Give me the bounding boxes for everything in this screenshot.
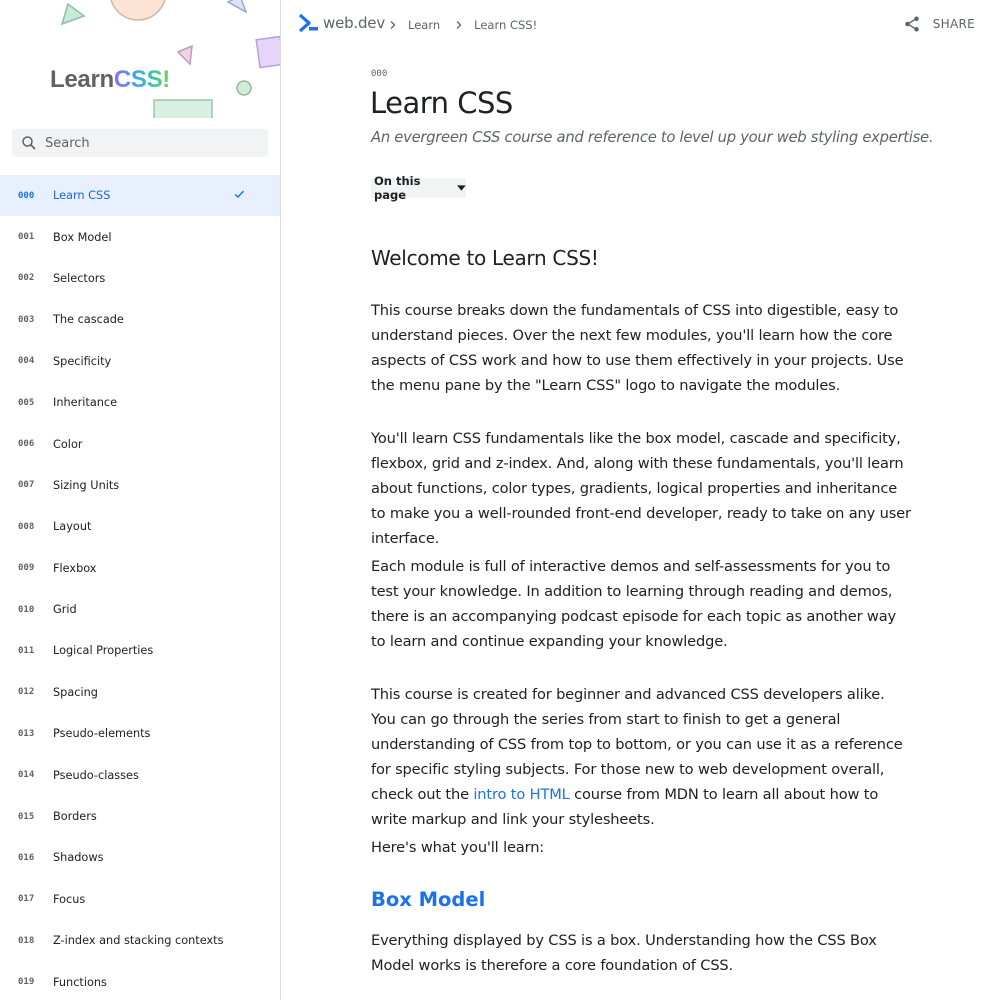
sidebar-item-grid[interactable] xyxy=(0,589,281,630)
module-number: 001 xyxy=(18,232,35,243)
on-this-page-dropdown[interactable] xyxy=(371,174,466,202)
learn-intro-text: Here's what you'll learn: xyxy=(371,839,545,856)
sidebar xyxy=(0,0,281,1000)
module-list xyxy=(0,175,281,1000)
sidebar-item-specificity[interactable] xyxy=(0,341,281,382)
module-number: 018 xyxy=(18,935,35,946)
module-label: Sizing Units xyxy=(53,478,120,492)
module-label: Box Model xyxy=(53,230,112,244)
sidebar-item-sizing-units[interactable] xyxy=(0,465,281,506)
module-label: Layout xyxy=(53,520,92,534)
breadcrumb-learn[interactable]: Learn xyxy=(408,18,441,32)
sidebar-item-the-cascade[interactable] xyxy=(0,299,281,340)
module-number: 009 xyxy=(18,563,35,574)
search-icon xyxy=(20,134,38,152)
module-number: 006 xyxy=(18,439,35,450)
module-number: 011 xyxy=(18,645,35,656)
module-number: 004 xyxy=(18,356,35,367)
decorative-shapes-illustration xyxy=(0,0,281,118)
module-label: The cascade xyxy=(53,313,124,327)
module-label: Flexbox xyxy=(53,561,97,575)
breadcrumb-learn-css[interactable]: Learn CSS! xyxy=(474,18,538,32)
module-label: Inheritance xyxy=(53,396,118,410)
page-title: Learn CSS xyxy=(370,86,513,120)
module-label: Logical Properties xyxy=(53,644,154,658)
chevron-right-icon xyxy=(454,20,464,30)
search-input[interactable] xyxy=(45,136,255,151)
module-number: 003 xyxy=(18,314,35,325)
para4-text-before: This course is created for beginner and advanced CSS developers alike. You can go through the series from start to finish to get a general understanding of CSS from top to bottom, or you can use it as a reference for specific styling subjects. For those new to web development overall, check out the xyxy=(371,686,903,803)
module-number: 017 xyxy=(18,894,35,905)
checkmark-icon xyxy=(233,188,245,200)
sidebar-item-layout[interactable] xyxy=(0,506,281,547)
sidebar-item-learn-css[interactable] xyxy=(0,175,281,216)
web-dev-home-link[interactable] xyxy=(299,14,385,32)
logo-learn-text: Learn xyxy=(50,66,114,93)
sidebar-item-functions[interactable] xyxy=(0,961,281,1000)
web-dev-logo-icon xyxy=(299,14,319,32)
module-number: 002 xyxy=(18,273,35,284)
intro-to-html-link[interactable]: intro to HTML xyxy=(473,786,570,803)
sidebar-item-z-index[interactable] xyxy=(0,920,281,961)
module-label: Z-index and stacking contexts xyxy=(53,934,224,948)
sidebar-item-pseudo-classes[interactable] xyxy=(0,754,281,795)
chevron-right-icon xyxy=(388,20,398,30)
sidebar-item-inheritance[interactable] xyxy=(0,382,281,423)
sidebar-item-logical-properties[interactable] xyxy=(0,630,281,671)
welcome-heading: Welcome to Learn CSS! xyxy=(371,246,599,270)
search-box[interactable] xyxy=(12,129,268,157)
module-number: 015 xyxy=(18,811,35,822)
module-label: Spacing xyxy=(53,685,98,699)
sidebar-item-box-model[interactable] xyxy=(0,216,281,257)
sidebar-item-pseudo-elements[interactable] xyxy=(0,713,281,754)
module-label: Borders xyxy=(53,810,97,824)
page-subtitle: An evergreen CSS course and reference to level up your web styling expertise. xyxy=(371,129,934,146)
module-label: Color xyxy=(53,437,83,451)
page-number: 000 xyxy=(371,69,388,79)
module-label: Learn CSS xyxy=(53,189,111,203)
share-button[interactable] xyxy=(903,15,975,33)
module-label: Specificity xyxy=(53,354,112,368)
module-label: Focus xyxy=(53,892,86,906)
module-number: 005 xyxy=(18,397,35,408)
intro-paragraph-3: Each module is full of interactive demos and self-assessments for you to test your knowledge. In addition to learning through reading and demos, there is an accompanying podcast episode for each topic as another way to learn and continue expanding your knowledge. xyxy=(371,558,896,650)
sidebar-item-flexbox[interactable] xyxy=(0,548,281,589)
box-model-description: Everything displayed by CSS is a box. Understanding how the CSS Box Model works is therefore a core foundation of CSS. xyxy=(371,932,877,974)
module-number: 010 xyxy=(18,604,35,615)
intro-paragraph-4 xyxy=(371,682,911,832)
module-label: Pseudo-elements xyxy=(53,727,151,741)
intro-paragraph-2: You'll learn CSS fundamentals like the box model, cascade and specificity, flexbox, grid and z-index. And, along with these fundamentals, you'll learn about functions, color types, gradients, logical properties and inheritance to make you a well-rounded front-end developer, ready to take on any user interface. xyxy=(371,430,911,547)
sidebar-item-selectors[interactable] xyxy=(0,258,281,299)
sidebar-item-spacing[interactable] xyxy=(0,672,281,713)
box-model-heading-link[interactable]: Box Model xyxy=(371,888,486,911)
module-label: Pseudo-classes xyxy=(53,768,139,782)
sidebar-item-color[interactable] xyxy=(0,423,281,464)
toc-label: On this page xyxy=(374,174,421,202)
module-number: 000 xyxy=(18,190,35,201)
module-number: 012 xyxy=(18,687,35,698)
sidebar-item-focus[interactable] xyxy=(0,879,281,920)
caret-down-icon xyxy=(457,185,466,191)
module-number: 019 xyxy=(18,977,35,988)
learn-css-logo[interactable] xyxy=(50,66,170,94)
module-label: Selectors xyxy=(53,271,106,285)
sidebar-item-shadows[interactable] xyxy=(0,837,281,878)
top-bar xyxy=(281,0,1000,50)
sidebar-hero xyxy=(0,0,281,118)
share-label: SHARE xyxy=(932,17,975,31)
para4-text-after: course from MDN to learn all about how to write markup and link your stylesheets. xyxy=(371,786,879,828)
module-number: 013 xyxy=(18,728,35,739)
share-icon xyxy=(903,15,921,33)
module-label: Shadows xyxy=(53,851,104,865)
sidebar-item-borders[interactable] xyxy=(0,796,281,837)
module-number: 014 xyxy=(18,770,35,781)
brand-name: web.dev xyxy=(323,14,386,32)
logo-css-text: CSS! xyxy=(113,66,170,93)
module-label: Functions xyxy=(53,975,107,989)
module-label: Grid xyxy=(53,603,77,617)
breadcrumb xyxy=(388,18,551,32)
intro-paragraph-1: This course breaks down the fundamentals of CSS into digestible, easy to understand pieces. Over the next few modules, you'll learn how the core aspects of CSS work and how to use them effectively in your projects. Use the menu pane by the "Learn CSS" logo to navigate the modules. xyxy=(371,302,904,394)
module-number: 016 xyxy=(18,852,35,863)
module-number: 007 xyxy=(18,480,35,491)
module-number: 008 xyxy=(18,521,35,532)
